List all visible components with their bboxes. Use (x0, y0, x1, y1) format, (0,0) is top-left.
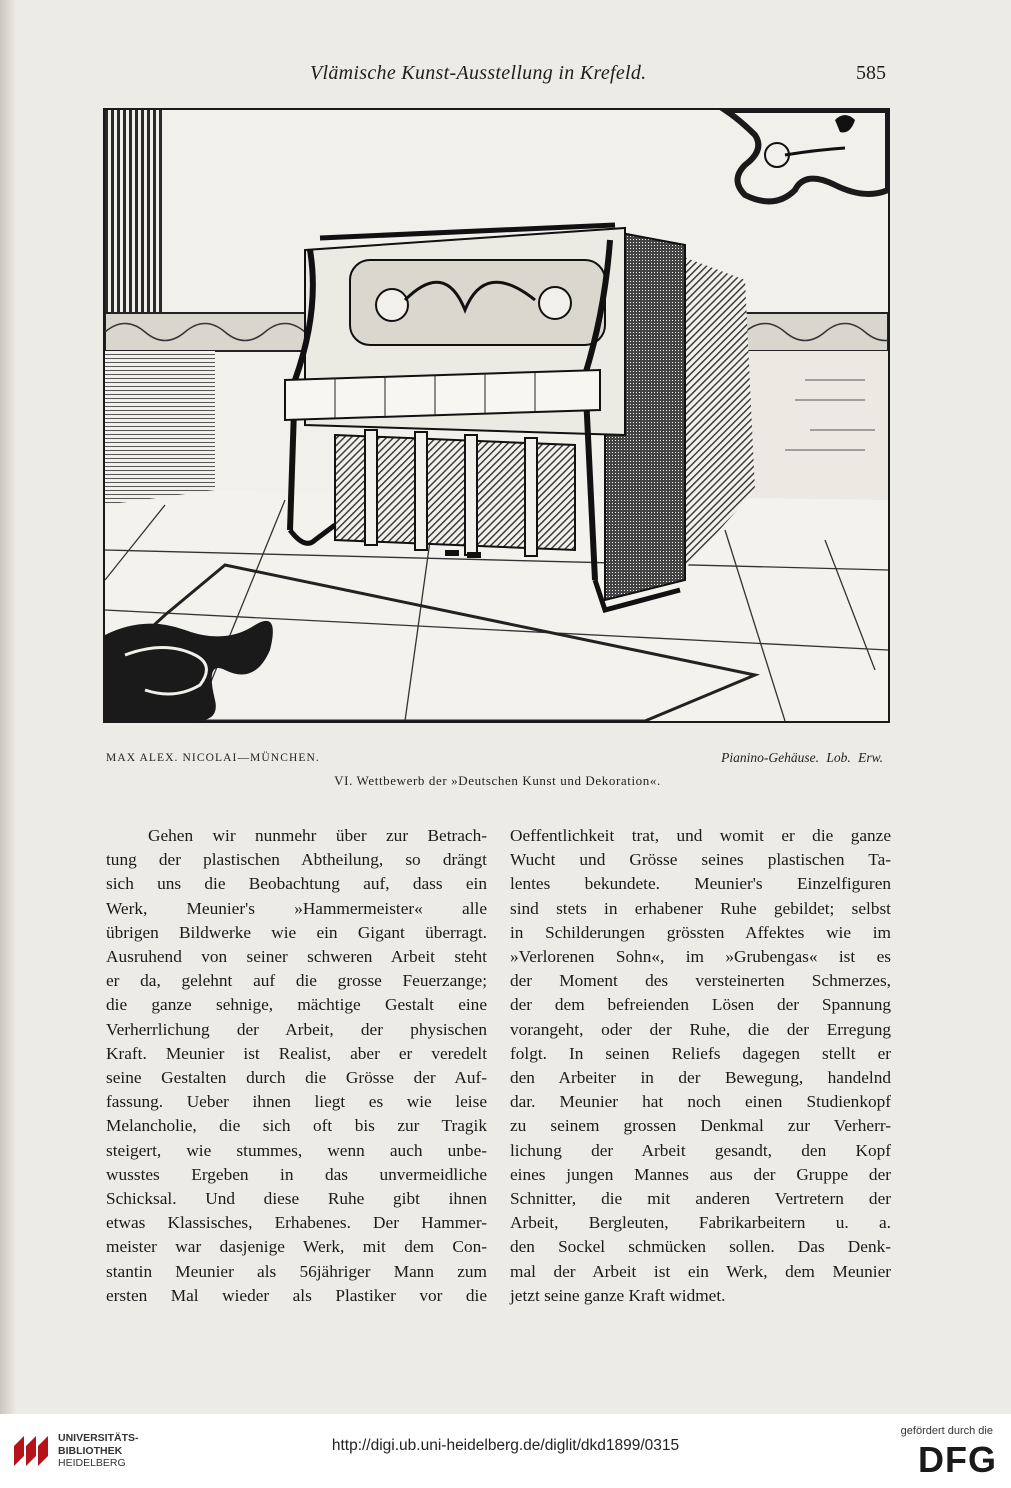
text-column-right (510, 824, 891, 1308)
text-line: Schnitter, die mit anderen Vertretern der (510, 1189, 891, 1209)
text-line: den Arbeiter in der Bewegung, handelnd (510, 1068, 891, 1088)
running-title: Vlämische Kunst-Ausstellung in Krefeld. (310, 62, 647, 84)
text-line: der dem befreienden Lösen der Spannung (510, 995, 891, 1015)
book-gutter-shadow (0, 0, 16, 1414)
dfg-logo[interactable]: DFG (918, 1439, 997, 1480)
text-line: Ausruhend von seiner schweren Arbeit steht (106, 947, 487, 967)
text-line: Verherrlichung der Arbeit, der physischen (106, 1019, 487, 1039)
sponsor-note: gefördert durch die (900, 1425, 993, 1437)
text-line: etwas Klassisches, Erhabenes. Der Hammer- (106, 1213, 487, 1233)
figure-caption-artist: MAX ALEX. NICOLAI—MÜNCHEN. (106, 752, 320, 764)
text-line: Kraft. Meunier ist Realist, aber er veredelt (106, 1043, 487, 1063)
text-line: Oeffentlichkeit trat, und womit er die ganze (510, 826, 891, 845)
library-line: UNIVERSITÄTS- (58, 1432, 139, 1444)
text-line: wusstes Ergeben in das unvermeidliche (106, 1164, 487, 1184)
text-line: Schicksal. Und diese Ruhe gibt ihnen (106, 1189, 487, 1209)
text-line: jetzt seine ganze Kraft widmet. (510, 1285, 726, 1305)
text-line: die ganze sehnige, mächtige Gestalt eine (106, 995, 487, 1015)
text-line: in Schilderungen grössten Affektes wie im (510, 922, 891, 942)
text-line: Melancholie, die sich oft bis zur Tragik (106, 1116, 487, 1136)
text-line: ersten Mal wieder als Plastiker vor die (106, 1285, 487, 1305)
text-line: eines jungen Mannes aus der Gruppe der (510, 1164, 891, 1184)
text-line: steigert, wie stummes, wenn auch unbe- (106, 1140, 487, 1160)
text-line: lentes bekundete. Meunier's Einzelfiguren (510, 874, 891, 894)
text-line: Gehen wir nunmehr über zur Betrach- (148, 826, 487, 845)
text-line: zu seinem grossen Denkmal zur Verherr- (510, 1116, 891, 1136)
text-line: Arbeit, Bergleuten, Fabrikarbeitern u. a. (510, 1213, 891, 1233)
text-line: fassung. Ueber ihnen liegt es wie leise (106, 1092, 487, 1112)
text-line: Wucht und Grösse seines plastischen Ta- (510, 850, 891, 870)
text-column-left (106, 824, 487, 1308)
text-line: übrigen Bildwerke wie ein Gigant überragt. (106, 922, 487, 942)
text-line: den Sockel schmücken sollen. Das Denk- (510, 1237, 891, 1257)
library-line: BIBLIOTHEK (58, 1444, 123, 1457)
text-line: »Verlorenen Sohn«, im »Grubengas« ist es (510, 947, 891, 967)
figure-caption-competition: VI. Wettbewerb der »Deutschen Kunst und Dekoration«. (334, 773, 661, 788)
library-line: HEIDELBERG (58, 1457, 126, 1469)
page-number: 585 (856, 62, 886, 84)
text-line: Werk, Meunier's »Hammermeister« alle (106, 898, 487, 918)
text-line: seine Gestalten durch die Grösse der Auf- (106, 1068, 487, 1088)
figure-caption-object: Pianino-Gehäuse. Lob. Erw. (721, 750, 883, 765)
text-line: meister war dasjenige Werk, mit dem Con- (106, 1237, 487, 1257)
text-line: mal der Arbeit ist ein Werk, dem Meunier (510, 1261, 891, 1281)
text-line: folgt. In seinen Reliefs dagegen stellt er (510, 1043, 891, 1063)
text-line: er da, gelehnt auf die grosse Feuerzange; (106, 971, 487, 991)
text-line: tung der plastischen Abtheilung, so drängt (106, 850, 487, 870)
permalink-url[interactable]: http://digi.ub.uni-heidelberg.de/diglit/dkd1899/0315 (331, 1437, 680, 1454)
piano-illustration-icon (105, 110, 888, 721)
text-line: sind stets in erhabener Ruhe gebildet; selbst (510, 898, 891, 918)
piano-illustration (103, 108, 890, 723)
text-line: lichung der Arbeit gesandt, den Kopf (510, 1140, 891, 1160)
text-line: stantin Meunier als 56jähriger Mann zum (106, 1261, 487, 1281)
text-line: sich uns die Beobachtung auf, dass ein (106, 874, 487, 894)
text-line: der Moment des versteinerten Schmerzes, (510, 971, 891, 991)
text-line: vorangeht, oder der Ruhe, die der Erregung (510, 1019, 891, 1039)
text-line: dar. Meunier hat noch einen Studienkopf (510, 1092, 891, 1112)
